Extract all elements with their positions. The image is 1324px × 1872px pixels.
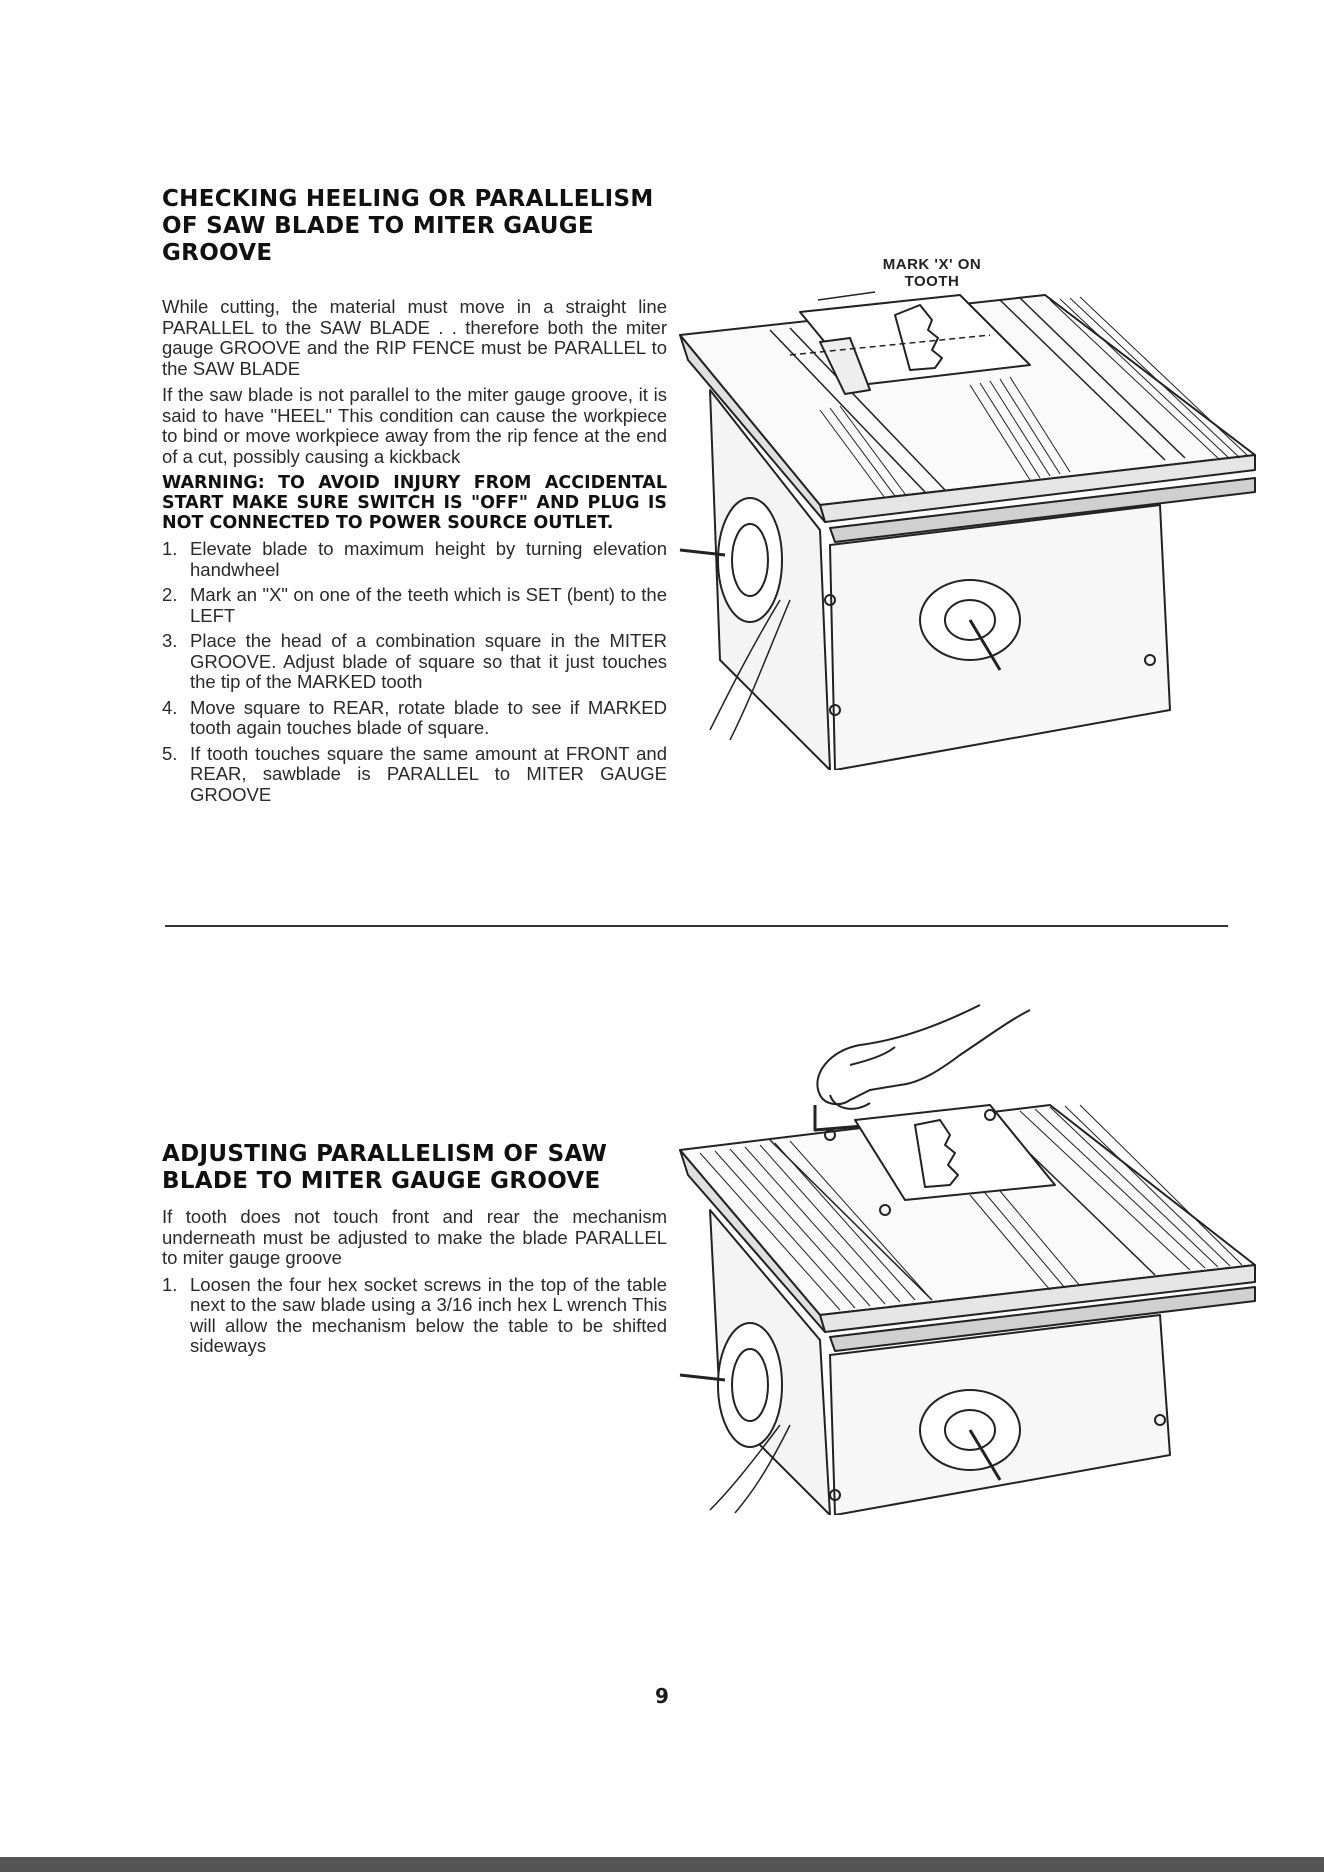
table-saw-square-illustration	[670, 270, 1260, 770]
step-number: 3.	[162, 630, 178, 651]
scan-bottom-edge	[0, 1857, 1324, 1872]
section-heading-checking-heeling	[162, 186, 654, 267]
table-saw-hex-wrench-illustration	[670, 985, 1260, 1515]
step-text: If tooth touches square the same amount at FRONT and REAR, sawblade is PARALLEL to MITER GAUGE GROOVE	[190, 742, 667, 805]
step-item	[162, 698, 667, 739]
step-item	[162, 744, 667, 806]
callout-line: TOOTH	[904, 273, 960, 290]
step-number: 1.	[162, 538, 178, 559]
step-number: 1.	[162, 1273, 178, 1295]
heading-line: ADJUSTING PARALLELISM OF SAW	[162, 1141, 608, 1167]
warning-text: WARNING: TO AVOID INJURY FROM ACCIDENTAL START MAKE SURE SWITCH IS "OFF" AND PLUG IS NOT CONNECTED TO POWER SOURCE OUTLET.	[162, 473, 667, 533]
heading-line: GROOVE	[162, 240, 273, 266]
step-text: Mark an "X" on one of the teeth which is SET (bent) to the LEFT	[190, 584, 667, 626]
step-item	[162, 631, 667, 693]
page-number: 9	[655, 1684, 669, 1708]
heading-line: CHECKING HEELING OR PARALLELISM	[162, 186, 654, 212]
step-item	[162, 585, 667, 626]
section-heading-adjusting-parallelism	[162, 1141, 607, 1195]
step-text: Place the head of a combination square in the MITER GROOVE. Adjust blade of square so that it just touches the tip of the MARKED tooth	[190, 630, 667, 692]
paragraph: While cutting, the material must move in a straight line PARALLEL to the SAW BLADE . . therefore both the miter gauge GROOVE and the RIP FENCE must be PARALLEL to the SAW BLADE	[162, 296, 667, 379]
section1-body	[162, 297, 667, 810]
step-item	[162, 1275, 667, 1357]
step-text: Move square to REAR, rotate blade to see if MARKED tooth again touches blade of square.	[190, 696, 667, 738]
heading-line: OF SAW BLADE TO MITER GAUGE	[162, 213, 594, 239]
callout-line: MARK 'X' ON	[882, 256, 982, 273]
steps-list	[162, 539, 667, 805]
step-text: Loosen the four hex socket screws in the top of the table next to the saw blade using a 3/16 inch hex L wrench This will allow the mechanism below the table to be shifted sideways	[190, 1273, 667, 1356]
heading-line: BLADE TO MITER GAUGE GROOVE	[162, 1168, 601, 1194]
section-divider	[165, 925, 1228, 927]
step-number: 5.	[162, 742, 178, 764]
steps-list	[162, 1275, 667, 1357]
step-number: 2.	[162, 584, 178, 605]
step-item	[162, 539, 667, 580]
paragraph: If tooth does not touch front and rear the mechanism underneath must be adjusted to make the blade PARALLEL to miter gauge groove	[162, 1206, 667, 1268]
step-text: Elevate blade to maximum height by turning elevation handwheel	[190, 538, 667, 580]
paragraph: If the saw blade is not parallel to the miter gauge groove, it is said to have "HEEL" This condition can cause the workpiece to bind or move workpiece away from the rip fence at the end of a cut, possibly causing a kickback	[162, 384, 667, 467]
step-number: 4.	[162, 696, 178, 718]
section2-body	[162, 1207, 667, 1362]
